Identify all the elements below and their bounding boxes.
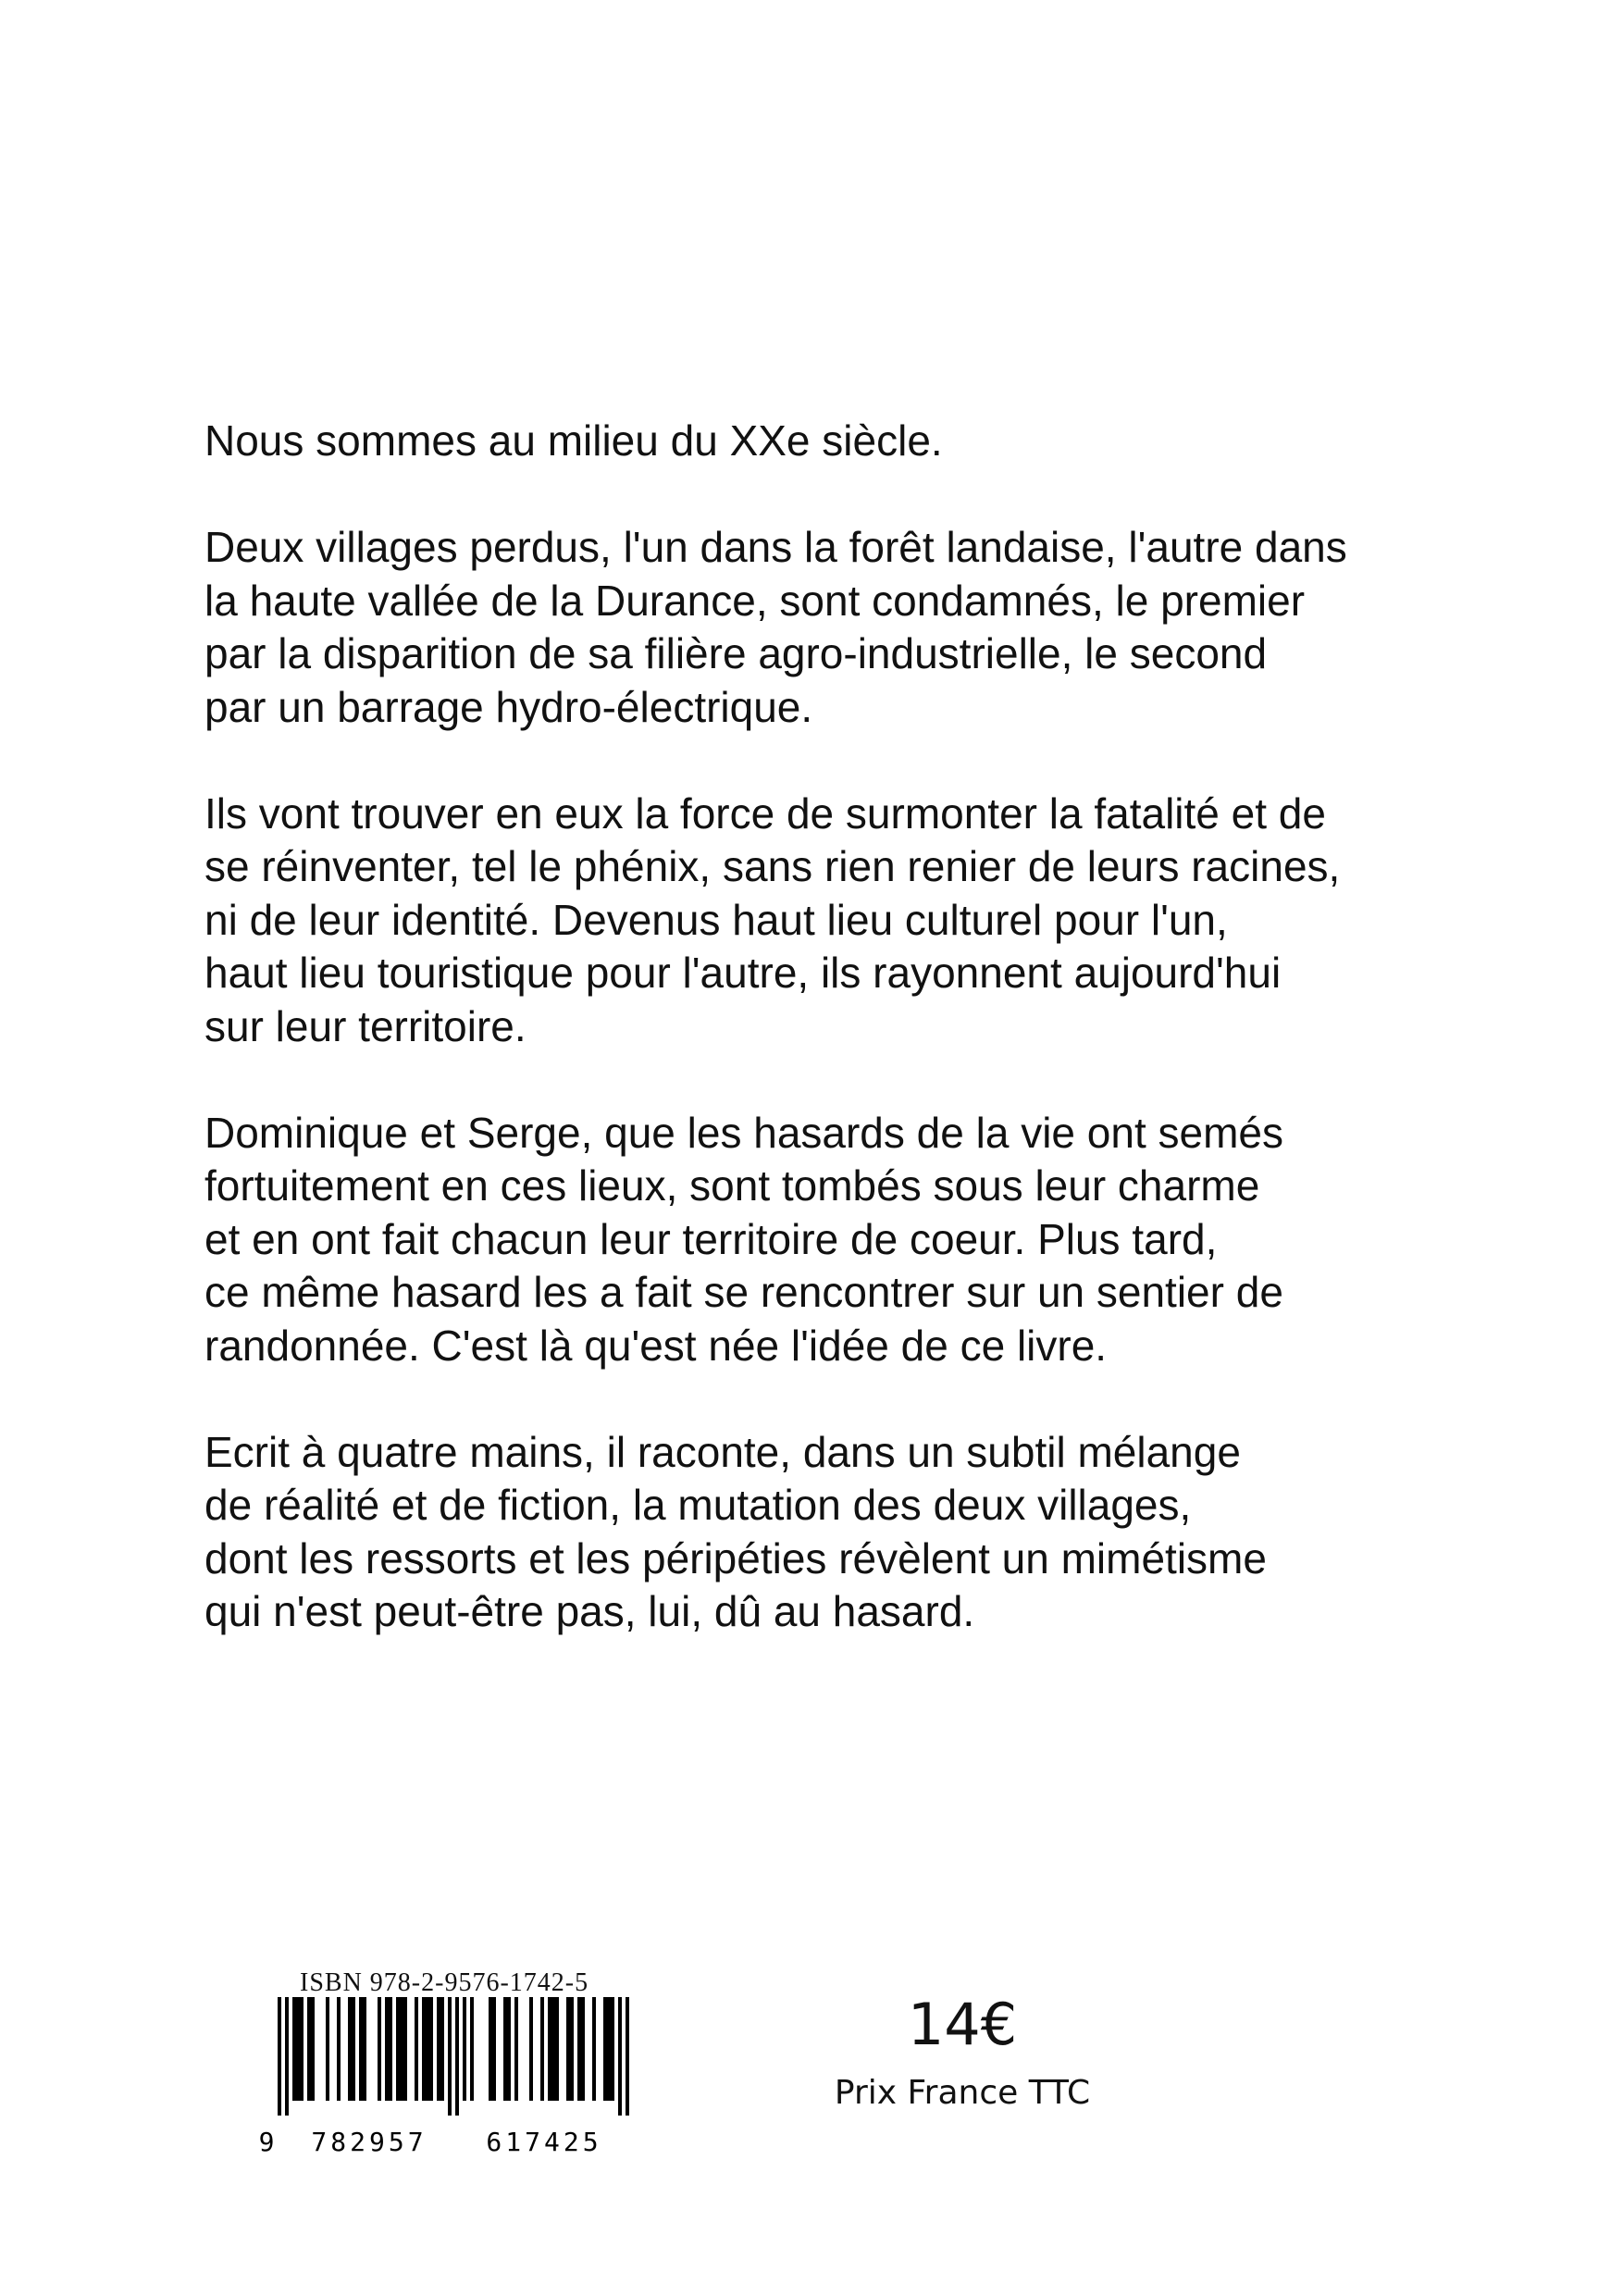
- barcode-bar: [603, 1997, 607, 2101]
- barcode-left-group: 782957: [311, 2127, 427, 2154]
- barcode-first-digit: 9: [258, 2127, 275, 2154]
- isbn-block: [257, 1969, 646, 2154]
- blurb-paragraph-3: Ils vont trouver en eux la force de surmonter la fatalité et de se réinventer, tel le phénix, sans rien renier de leurs racines, ni de leur identité. Devenus haut lieu culturel pour l'un, haut lieu touristique pour l'autre, ils rayonnent aujourd'hui sur leur territoire.: [204, 788, 1341, 1050]
- barcode-bar: [503, 1997, 507, 2101]
- ean13-barcode: [257, 1997, 646, 2154]
- blurb-paragraph-4: Dominique et Serge, que les hasards de la vie ont semés fortuitement en ces lieux, sont tombés sous leur charme et en ont fait chacun leur territoire de coeur. Plus tard, ce même hasard les a fait se rencontrer sur un sentier de randonnée. C'est là qu'est née l'idée de ce livre.: [204, 1108, 1283, 1370]
- barcode-bar: [422, 1997, 426, 2101]
- barcode-bar: [626, 1997, 629, 2116]
- barcode-bar: [389, 1997, 392, 2101]
- barcode-bar: [440, 1997, 444, 2101]
- barcode-bar: [348, 1997, 352, 2101]
- barcode-bar: [529, 1997, 533, 2101]
- barcode-bars: [278, 1997, 629, 2116]
- barcode-bar: [540, 1997, 544, 2101]
- barcode-bar: [285, 1997, 289, 2116]
- barcode-bar: [489, 1997, 492, 2101]
- barcode-bar: [400, 1997, 403, 2101]
- barcode-bar: [385, 1997, 389, 2101]
- barcode-bar: [507, 1997, 511, 2101]
- barcode-bar: [300, 1997, 304, 2101]
- barcode-bar: [396, 1997, 400, 2101]
- barcode-bar: [426, 1997, 429, 2101]
- barcode-bar: [611, 1997, 614, 2101]
- barcode-bar: [551, 1997, 555, 2101]
- barcode-bar: [607, 1997, 611, 2101]
- barcode-bar: [278, 1997, 281, 2116]
- barcode-bar: [455, 1997, 459, 2116]
- barcode-bar: [463, 1997, 466, 2101]
- barcode-bar: [577, 1997, 581, 2101]
- barcode-bar: [311, 1997, 315, 2101]
- barcode-right-group: 617425: [486, 2127, 602, 2154]
- back-cover-blurb: [204, 415, 1481, 1692]
- barcode-bar: [581, 1997, 585, 2101]
- blurb-paragraph-2: Deux villages perdus, l'un dans la forêt landaise, l'autre dans la haute vallée de la Durance, sont condamnés, le premier par la disparition de sa filière agro-industrielle, le second par un barrage hydro-électrique.: [204, 523, 1347, 731]
- blurb-paragraph-5: Ecrit à quatre mains, il raconte, dans un subtil mélange de réalité et de fiction, la mutation des deux villages, dont les ressorts et les péripéties révèlent un mimétisme qui n'est peut-être pas, lui, dû au hasard.: [204, 1427, 1267, 1635]
- barcode-bar: [307, 1997, 311, 2101]
- barcode-bar: [514, 1997, 518, 2101]
- barcode-bar: [548, 1997, 551, 2101]
- price-block: [796, 1990, 1129, 2116]
- barcode-bar: [337, 1997, 341, 2101]
- barcode-bar: [470, 1997, 474, 2101]
- barcode-bar: [378, 1997, 381, 2101]
- barcode-bar: [492, 1997, 496, 2101]
- barcode-bar: [592, 1997, 596, 2101]
- barcode-bar: [448, 1997, 452, 2116]
- barcode-bar: [359, 1997, 363, 2101]
- blurb-paragraph-1: Nous sommes au milieu du XXe siècle.: [204, 416, 943, 465]
- barcode-bar: [403, 1997, 407, 2101]
- barcode-bar: [566, 1997, 570, 2101]
- barcode-bar: [429, 1997, 433, 2101]
- barcode-bar: [415, 1997, 418, 2101]
- barcode-bar: [363, 1997, 366, 2101]
- barcode-bar: [555, 1997, 559, 2101]
- barcode-bar: [570, 1997, 574, 2101]
- barcode-bar: [437, 1997, 440, 2101]
- barcode-bar: [618, 1997, 622, 2116]
- isbn-label: ISBN 978-2-9576-1742-5: [300, 1968, 589, 1997]
- price-amount: 14€: [907, 1991, 1018, 2058]
- barcode-bar: [292, 1997, 296, 2101]
- barcode-bar: [326, 1997, 329, 2101]
- barcode-bar: [296, 1997, 300, 2101]
- barcode-bar: [352, 1997, 355, 2101]
- price-note: Prix France TTC: [834, 2074, 1091, 2112]
